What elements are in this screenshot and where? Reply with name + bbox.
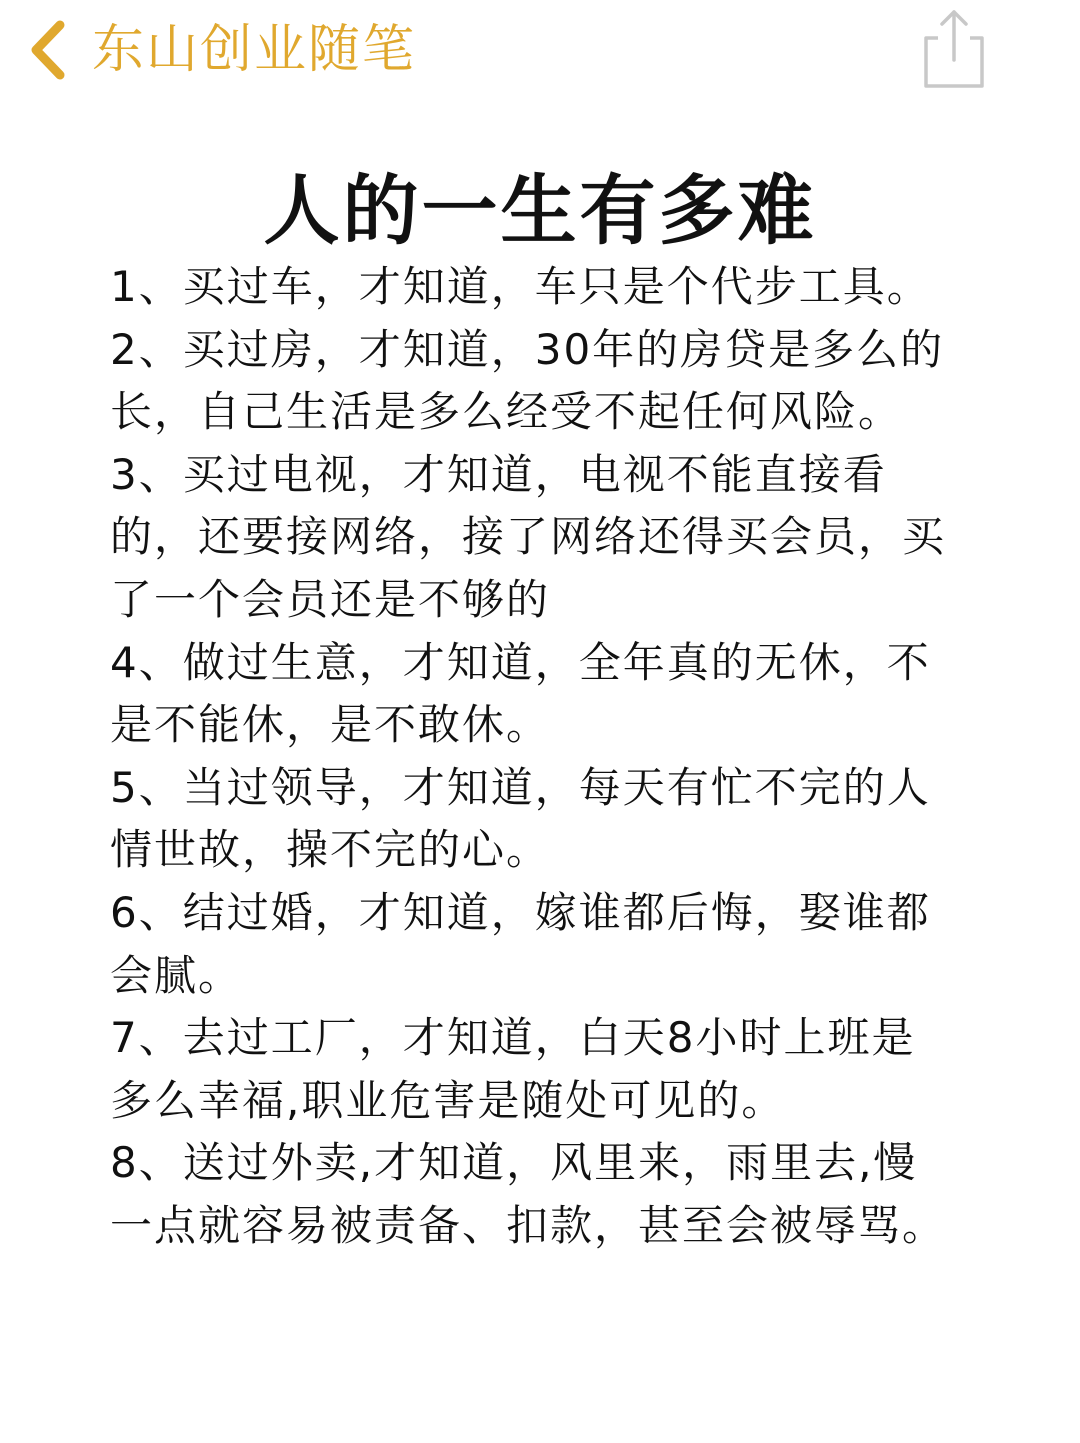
back-button[interactable] (22, 12, 416, 88)
content-body (110, 256, 980, 1258)
content-line: 的，还要接网络，接了网络还得买会员，买 (110, 512, 947, 562)
content-line: 6、结过婚，才知道，嫁谁都后悔，娶谁都 (110, 887, 931, 937)
content-line: 一点就容易被责备、扣款，甚至会被辱骂。 (110, 1200, 947, 1250)
content-line: 是不能休，是不敢休。 (110, 700, 551, 750)
nav-bar (0, 0, 1080, 100)
nav-title: 东山创业随笔 (92, 20, 417, 80)
content-line: 长，自己生活是多么经受不起任何风险。 (110, 387, 903, 437)
content-line: 多么幸福,职业危害是随处可见的。 (110, 1075, 786, 1125)
page-title: 人的一生有多难 (263, 165, 817, 255)
share-icon (918, 6, 990, 92)
content-line: 3、买过电视，才知道，电视不能直接看 (110, 449, 887, 499)
content-line: 情世故，操不完的心。 (110, 825, 551, 875)
content-line: 2、买过房，才知道，30年的房贷是多么的 (110, 324, 945, 374)
share-button[interactable] (918, 6, 990, 92)
content-line: 了一个会员还是不够的 (110, 574, 551, 624)
chevron-left-icon (22, 15, 78, 85)
content-line: 1、买过车，才知道，车只是个代步工具。 (110, 262, 931, 311)
content-line: 7、去过工厂，才知道，白天8小时上班是 (110, 1013, 916, 1063)
content-line: 会腻。 (110, 950, 243, 1000)
content-line: 5、当过领导，才知道，每天有忙不完的人 (110, 762, 931, 812)
content-line: 4、做过生意，才知道，全年真的无休，不 (110, 637, 931, 687)
content-line: 8、送过外卖,才知道，风里来，雨里去,慢 (110, 1138, 918, 1188)
